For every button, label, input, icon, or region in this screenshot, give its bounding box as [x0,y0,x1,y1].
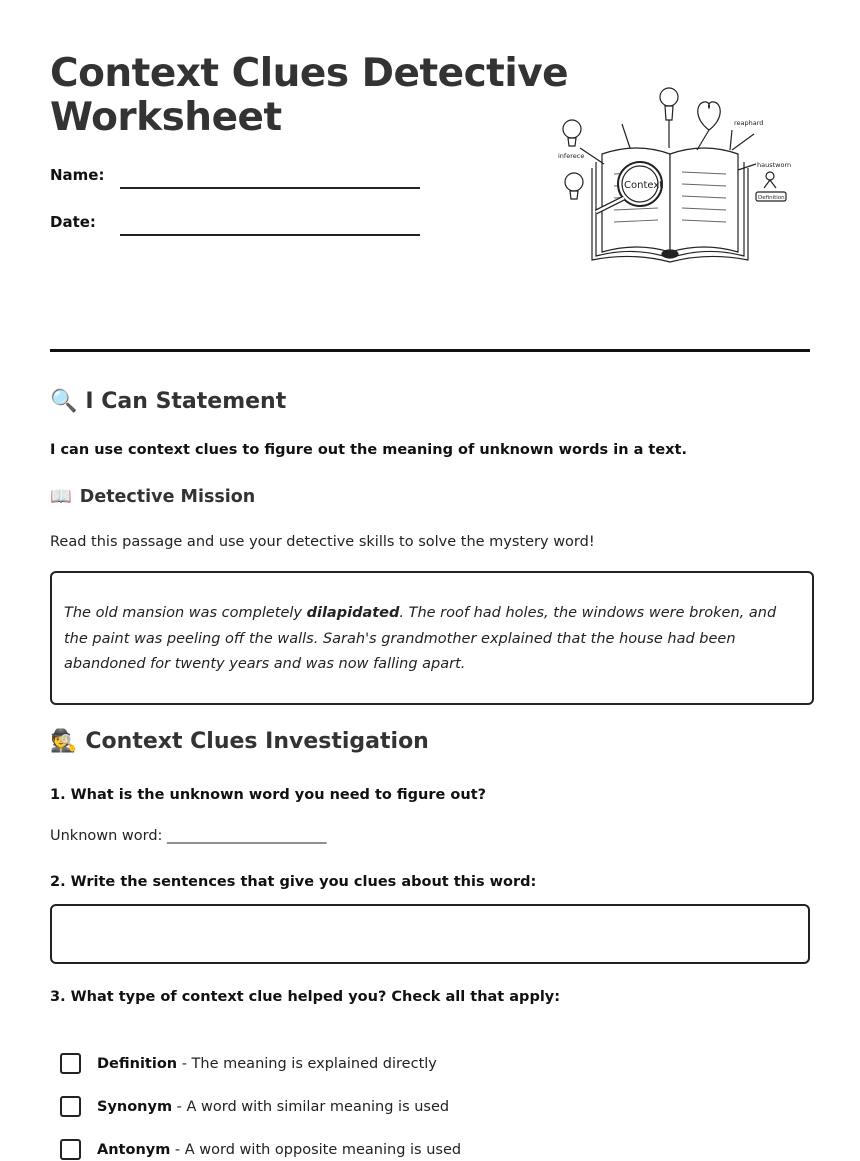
name-field[interactable] [120,187,420,189]
definition-label: Definition [758,195,785,201]
investigation-heading [50,729,429,754]
date-field[interactable] [120,234,420,236]
passage-box [50,571,814,705]
mission-heading-text: Detective Mission [79,487,256,507]
passage-text: The old mansion was completely dilapidated. The roof had holes, the windows were broken, and the paint was peeling off the walls. Sarah's grandmother explained that the house had been abandoned for twenty years and was now falling apart. [64,605,777,672]
synonym-checkbox[interactable] [60,1096,81,1117]
question-2: 2. Write the sentences that give you clues about this word: [50,874,537,890]
detective-icon: 🕵️ [50,729,78,754]
i-can-statement: I can use context clues to figure out the meaning of unknown words in a text. [50,442,687,458]
right-label: haustworn [757,161,792,169]
magnifying-glass-icon: 🔍 [50,389,78,414]
i-can-heading-text: I Can Statement [85,389,287,414]
inference-label: inferece [558,152,585,160]
mission-heading [50,487,255,507]
unknown-word-field[interactable]: Unknown word: ______________________ [50,828,327,844]
page-title: Context Clues Detective Worksheet [50,51,569,140]
investigation-heading-text: Context Clues Investigation [85,729,429,754]
clue-sentences-textbox[interactable] [50,904,810,964]
option-antonym[interactable]: Antonym - A word with opposite meaning is used [60,1139,461,1160]
definition-checkbox[interactable] [60,1053,81,1074]
mystery-word: dilapidated [306,605,400,621]
mission-instructions: Read this passage and use your detective skills to solve the mystery word! [50,534,595,550]
context-label: Context [624,180,664,191]
option-definition[interactable]: Definition - The meaning is explained directly [60,1053,437,1074]
option-synonym[interactable]: Synonym - A word with similar meaning is used [60,1096,449,1117]
section-divider [50,349,810,352]
antonym-checkbox[interactable] [60,1139,81,1160]
question-3: 3. What type of context clue helped you? Check all that apply: [50,989,561,1005]
open-book-illustration [552,84,792,264]
top-right-label: reaphard [734,119,764,127]
open-book-icon: 📖 [50,487,72,507]
i-can-heading [50,389,286,414]
name-label: Name: [50,166,105,184]
question-1: 1. What is the unknown word you need to figure out? [50,787,487,803]
date-label: Date: [50,213,96,231]
